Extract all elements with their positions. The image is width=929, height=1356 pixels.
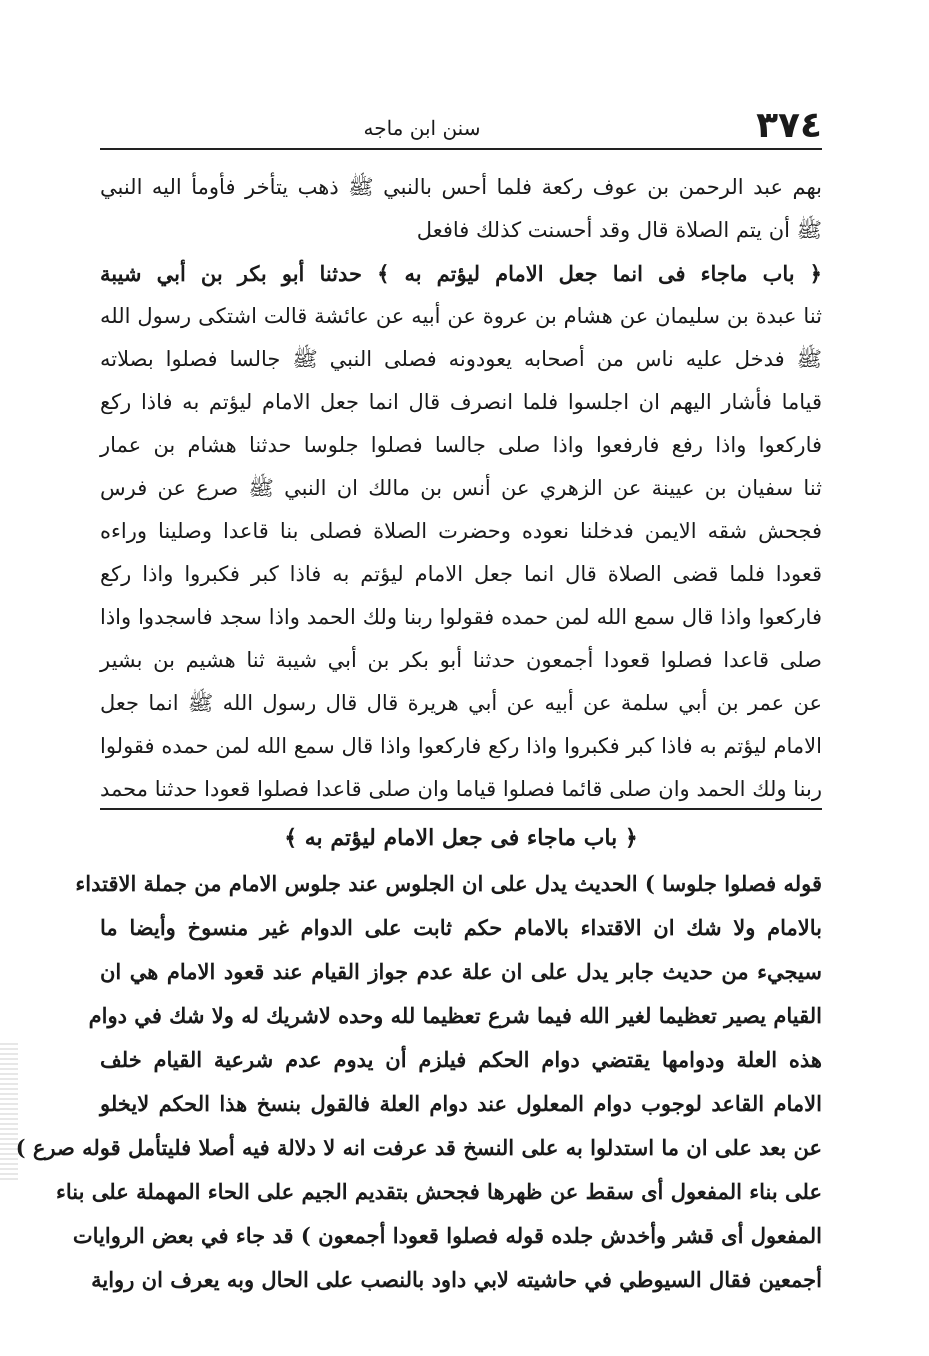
text-line: الامام ليؤتم به فاذا كبر فكبروا واذا ركع فاركعوا واذا قال سمع الله لمن حمده فقولوا: [100, 734, 822, 758]
commentary-line: المفعول أى قشر وأخدش جلده قوله فصلوا قعودا أجمعون ) قد جاء في بعض الروايات: [72, 1223, 822, 1248]
commentary-line: على بناء المفعول أى سقط عن ظهرها فجحش بتقديم الجيم على الحاء المهملة على بناء: [56, 1179, 822, 1204]
commentary-line: بالامام ولا شك ان الاقتداء بالامام حكم ثابت على الدوام غير منسوخ وأيضا ما: [100, 915, 822, 940]
text-line: ربنا ولك الحمد وان صلى قائما فصلوا قياما وان صلى قاعدا فصلوا قعودا حدثنا محمد: [100, 777, 822, 801]
scan-edge-artifact: [0, 1040, 18, 1180]
commentary-heading: ﴿ باب ماجاء فی جعل الامام ليؤتم به ﴾: [284, 825, 638, 851]
text-line: عن عمر بن أبي سلمة عن أبيه عن أبي هريرة قال قال رسول الله ﷺ انما جعل: [100, 691, 822, 715]
commentary-line: عن بعد على ان ما استدلوا به على النسخ قد عرفت انه لا دلالة فيه أصلا فليتأمل قوله صرع ): [15, 1135, 822, 1160]
commentary-line: القيام يصير تعظيما لغير الله فيما شرع تعظيما لله وحده لاشريك له ولا شك في دوام: [88, 1003, 822, 1028]
text-line: قعودا فلما قضى الصلاة قال انما جعل الامام ليؤتم به فاذا كبر فكبروا واذا ركع: [100, 562, 822, 586]
commentary-line: سيجيء من حديث جابر يدل على ان علة عدم جواز القيام عند قعود الامام هي ان: [100, 959, 822, 984]
text-line: قياما فأشار اليهم ان اجلسوا فلما انصرف قال انما جعل الامام ليؤتم به فاذا ركع: [100, 390, 822, 414]
hadith-text: [100, 166, 822, 811]
commentary-rule: [100, 808, 822, 810]
text-line: فاركعوا واذا رفع فارفعوا واذا صلى جالسا فصلوا جلوسا حدثنا هشام بن عمار: [100, 433, 822, 457]
commentary-line: أجمعين فقال السيوطي في حاشيته لابي داود بالنصب على الحال وبه يعرف ان رواية: [91, 1267, 822, 1292]
text-line: ﷺ فدخل عليه ناس من أصحابه يعودونه فصلى النبي ﷺ جالسا فصلوا بصلاته: [100, 347, 822, 371]
text-line: صلى قاعدا فصلوا قعودا أجمعون حدثنا أبو بكر بن أبي شيبة ثنا هشيم بن بشير: [100, 648, 822, 672]
running-title: سنن ابن ماجه: [363, 116, 481, 140]
commentary-text: [15, 862, 822, 1302]
chapter-heading-line: ﴿ باب ماجاء فی انما جعل الامام ليؤتم به ﴾ حدثنا أبو بكر بن أبي شيبة: [100, 261, 822, 286]
page-header: [100, 105, 822, 148]
commentary-line: الامام القاعد لوجوب دوام المعلول عند دوام العلة فالقول بنسخ هذا الحكم لايخلو: [100, 1091, 822, 1116]
text-line: بهم عبد الرحمن بن عوف ركعة فلما أحس بالنبي ﷺ ذهب يتأخر فأومأ اليه النبي: [100, 175, 822, 199]
page-number: ٣٧٤: [756, 105, 822, 146]
commentary-line: قوله فصلوا جلوسا ) الحديث يدل على ان الجلوس عند جلوس الامام من جملة الاقتداء: [75, 871, 822, 896]
commentary-line: هذه العلة ودوامها يقتضي دوام الحكم فيلزم أن يدوم عدم شرعية القيام خلف: [100, 1047, 822, 1072]
text-line: ثنا عبدة بن سليمان عن هشام بن عروة عن أبيه عن عائشة قالت اشتكى رسول الله: [100, 304, 822, 328]
text-line: ثنا سفيان بن عيينة عن الزهري عن أنس بن مالك ان النبي ﷺ صرع عن فرس: [100, 476, 822, 500]
header-rule: [100, 148, 822, 150]
text-line: ﷺ أن يتم الصلاة قال وقد أحسنت كذلك فافعل: [416, 218, 822, 242]
text-line: فجحش شقه الايمن فدخلنا نعوده وحضرت الصلاة فصلى بنا قاعدا وصلينا وراءه: [100, 519, 822, 543]
text-line: فاركعوا واذا قال سمع الله لمن حمده فقولوا ربنا ولك الحمد واذا سجد فاسجدوا واذا: [100, 605, 822, 629]
